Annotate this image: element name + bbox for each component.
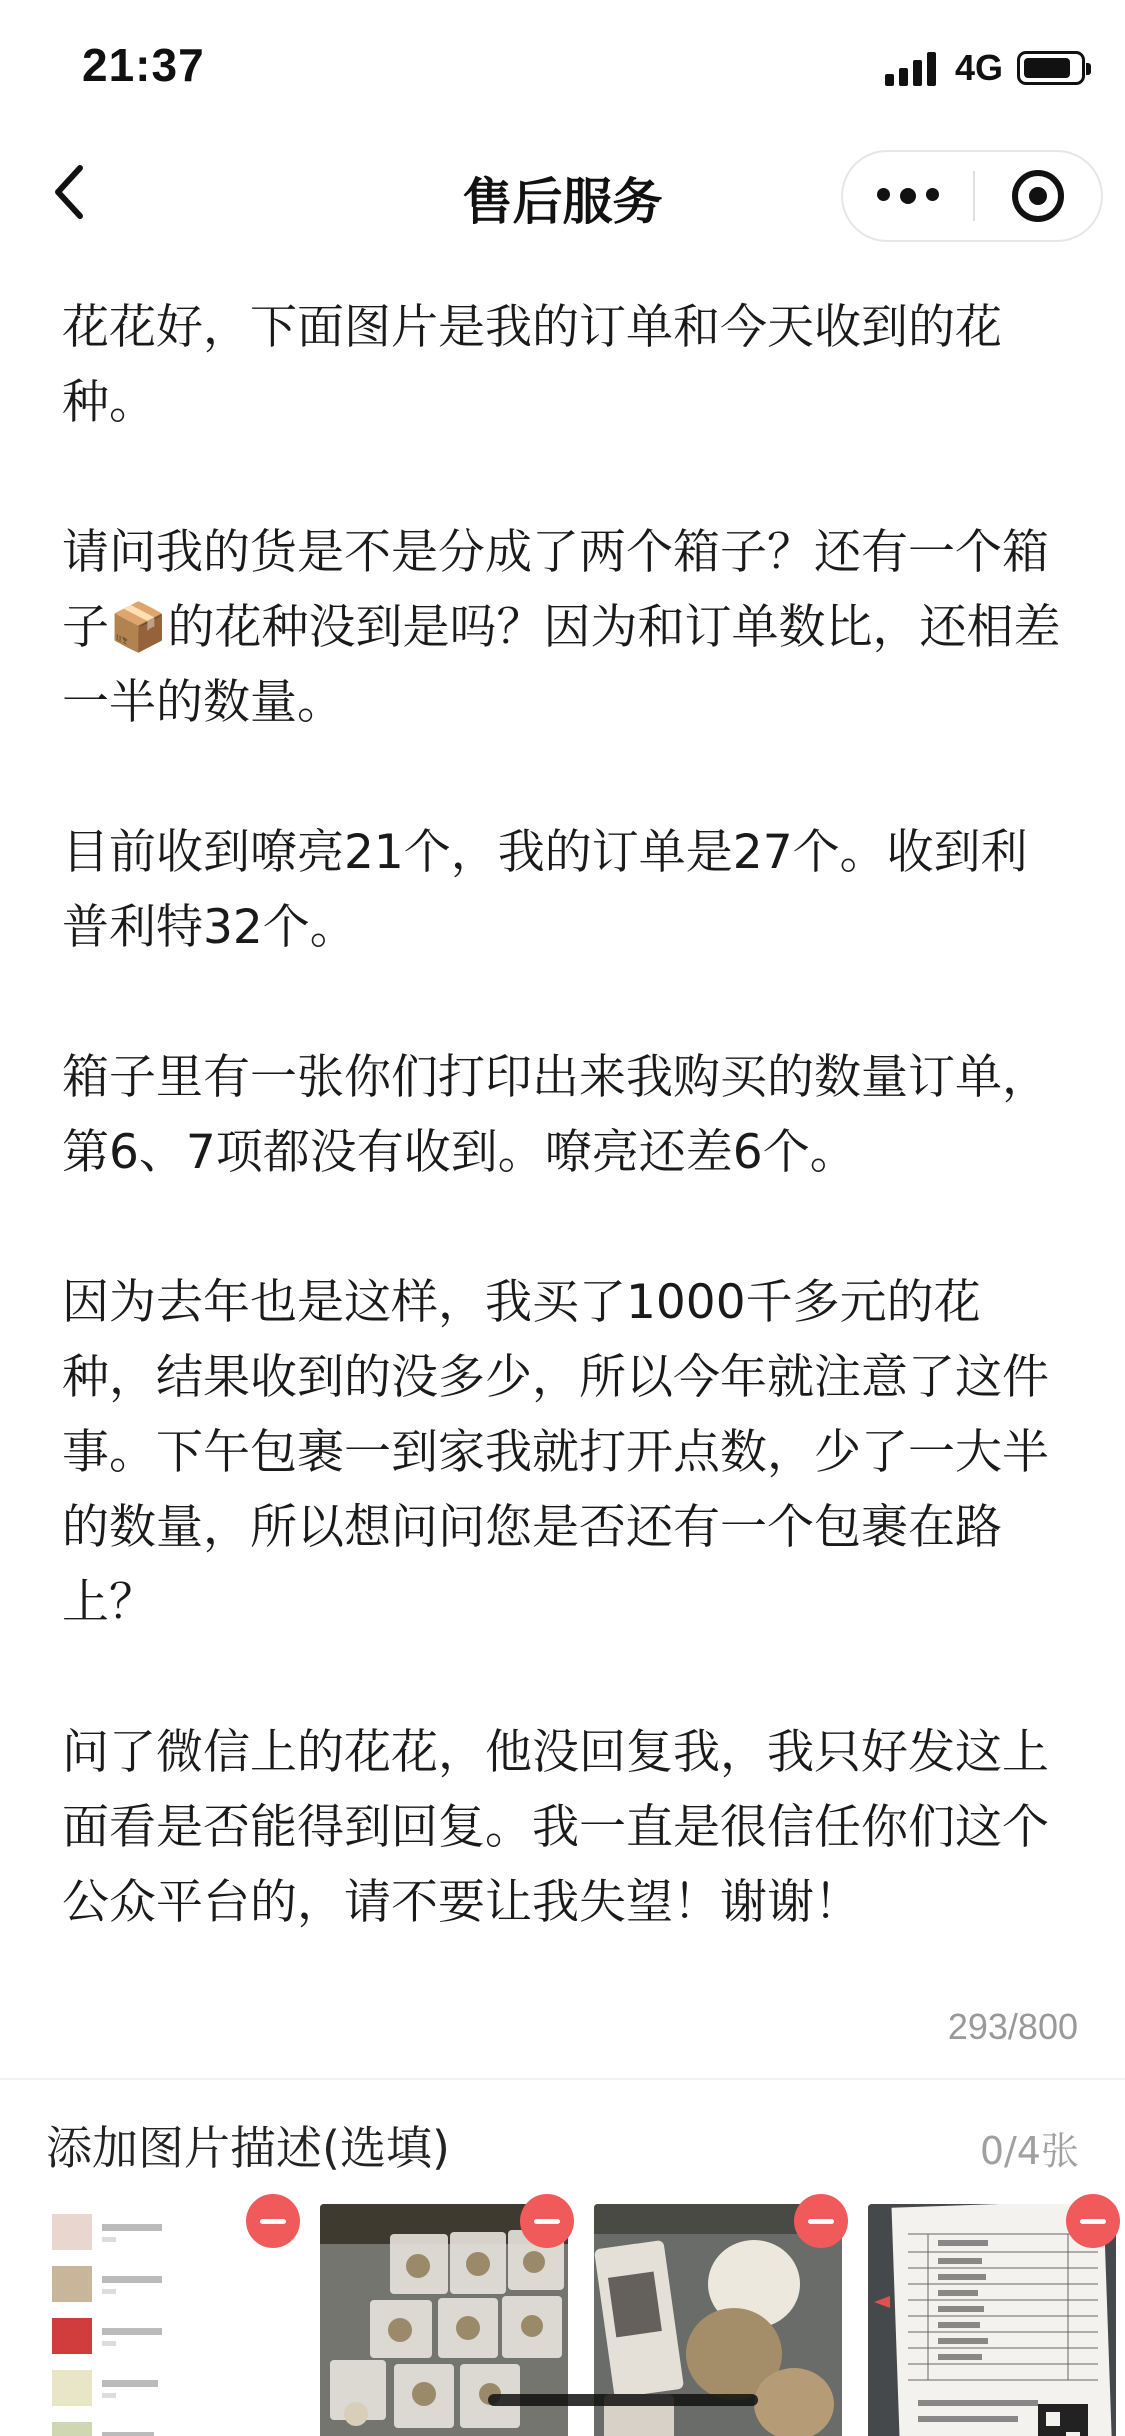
message-paragraph: 目前收到嘹亮21个，我的订单是27个。收到利普利特32个。 xyxy=(62,825,1028,955)
target-close-icon xyxy=(1010,168,1066,224)
more-dots-icon xyxy=(872,188,944,204)
section-divider xyxy=(0,2078,1125,2080)
message-paragraph: 问了微信上的花花，他没回复我，我只好发这上面看是否能得到回复。我一直是很信任你们这个公众平台的，请不要让我失望！谢谢！ xyxy=(62,1725,1049,1930)
char-counter: 293/800 xyxy=(947,2006,1078,2047)
message-paragraph: 箱子里有一张你们打印出来我购买的数量订单，第6、7项都没有收到。嘹亮还差6个。 xyxy=(62,1050,1049,1180)
remove-image-button[interactable] xyxy=(520,2194,574,2248)
image-section-title: 添加图片描述(选填) xyxy=(46,2121,450,2175)
status-time: 21:37 xyxy=(82,39,205,91)
minus-icon xyxy=(260,2219,286,2224)
remove-image-button[interactable] xyxy=(246,2194,300,2248)
status-indicators xyxy=(885,48,1085,88)
minus-icon xyxy=(808,2219,834,2224)
status-bar xyxy=(0,0,1125,132)
close-button[interactable] xyxy=(975,152,1101,240)
image-count: 0/4张 xyxy=(979,2129,1079,2173)
nav-bar xyxy=(0,132,1125,252)
minus-icon xyxy=(534,2219,560,2224)
message-textarea[interactable] xyxy=(62,290,1072,2015)
minus-icon xyxy=(1080,2219,1106,2224)
more-button[interactable] xyxy=(843,152,973,240)
message-paragraph: 请问我的货是不是分成了两个箱子？还有一个箱子📦的花种没到是吗？因为和订单数比，还相差一半的数量。 xyxy=(62,525,1061,730)
network-type: 4G xyxy=(954,47,1003,88)
home-indicator[interactable] xyxy=(488,2394,758,2406)
page-title: 售后服务 xyxy=(462,173,663,231)
message-paragraph: 花花好，下面图片是我的订单和今天收到的花种。 xyxy=(62,300,1002,430)
mini-program-capsule xyxy=(841,150,1103,242)
signal-icon xyxy=(885,50,941,86)
message-paragraph: 因为去年也是这样，我买了1000千多元的花种，结果收到的没多少，所以今年就注意了这件事。下午包裹一到家我就打开点数，少了一大半的数量，所以想问问您是否还有一个包裹在路上？ xyxy=(62,1275,1049,1630)
battery-icon xyxy=(1017,51,1085,85)
remove-image-button[interactable] xyxy=(794,2194,848,2248)
remove-image-button[interactable] xyxy=(1066,2194,1120,2248)
